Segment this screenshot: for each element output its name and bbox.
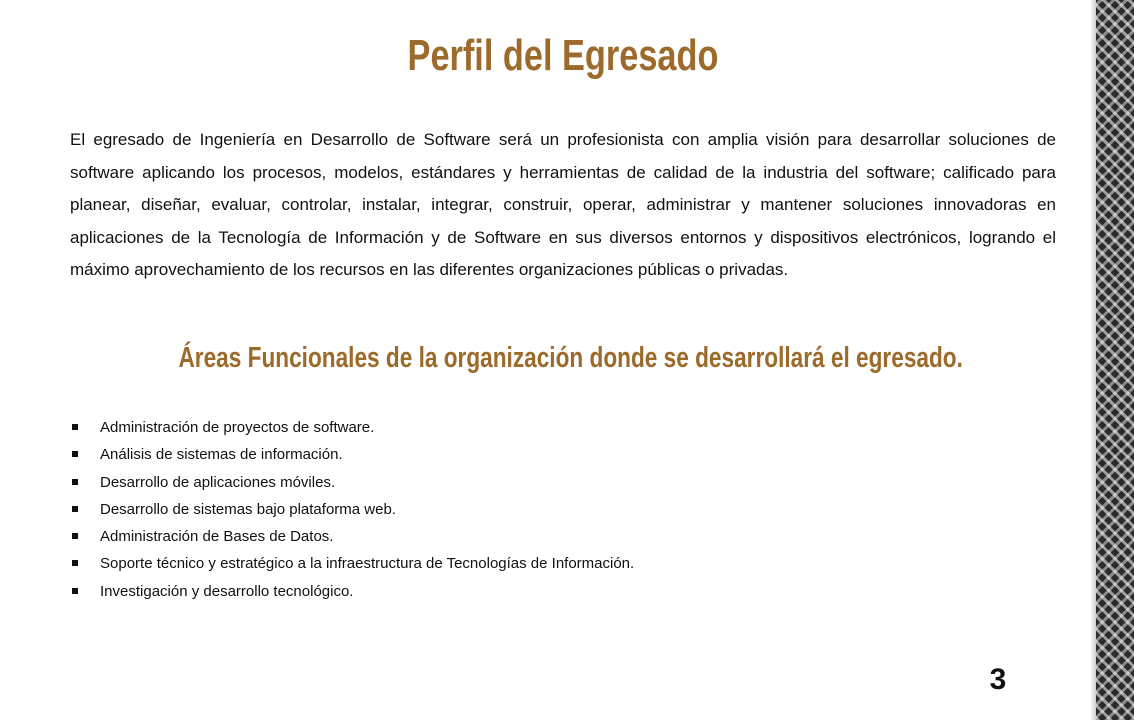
slide-content: [70, 0, 1056, 600]
list-item-text: Administración de proyectos de software.: [100, 419, 375, 436]
square-bullet-icon: [72, 533, 78, 539]
list-item: [70, 523, 634, 550]
list-item-text: Análisis de sistemas de información.: [100, 446, 343, 464]
list-item: [70, 578, 634, 605]
square-bullet-icon: [72, 560, 78, 566]
list-item: [70, 496, 634, 523]
list-item: [70, 414, 634, 441]
section-subtitle: Áreas Funcionales de la organización donde se desarrollará el egresado.: [178, 342, 963, 374]
list-item: [70, 550, 634, 577]
list-item-text: Investigación y desarrollo tecnológico.: [100, 582, 354, 600]
page-number: 3: [989, 663, 1007, 696]
list-item-text: Administración de Bases de Datos.: [100, 528, 334, 546]
list-item: [70, 469, 634, 496]
square-bullet-icon: [72, 506, 78, 512]
square-bullet-icon: [72, 588, 78, 594]
list-item-text: Desarrollo de aplicaciones móviles.: [100, 473, 336, 491]
decorative-side-border: [1096, 0, 1134, 720]
list-item: [70, 441, 634, 468]
square-bullet-icon: [72, 424, 78, 430]
square-bullet-icon: [72, 451, 78, 457]
profile-paragraph: El egresado de Ingeniería en Desarrollo de Software será un profesionista con amplia visión para desarrollar soluciones de software aplicando los procesos, modelos, estándares y herramientas de calidad de la industria del software; calificado para planear, diseñar, evaluar, controlar, instalar, integrar, construir, operar, administrar y mantener soluciones innovadoras en aplicaciones de la Tecnología de Información y de Software en sus diversos entornos y dispositivos electrónicos, logrando el máximo aprovechamiento de los recursos en las diferentes organizaciones públicas o privadas.: [70, 130, 1056, 279]
square-bullet-icon: [72, 479, 78, 485]
functional-areas-list: [70, 414, 634, 605]
slide-title: Perfil del Egresado: [407, 31, 719, 80]
list-item-text: Desarrollo de sistemas bajo plataforma web.: [100, 500, 396, 518]
list-item-text: Soporte técnico y estratégico a la infraestructura de Tecnologías de Información.: [100, 555, 635, 573]
